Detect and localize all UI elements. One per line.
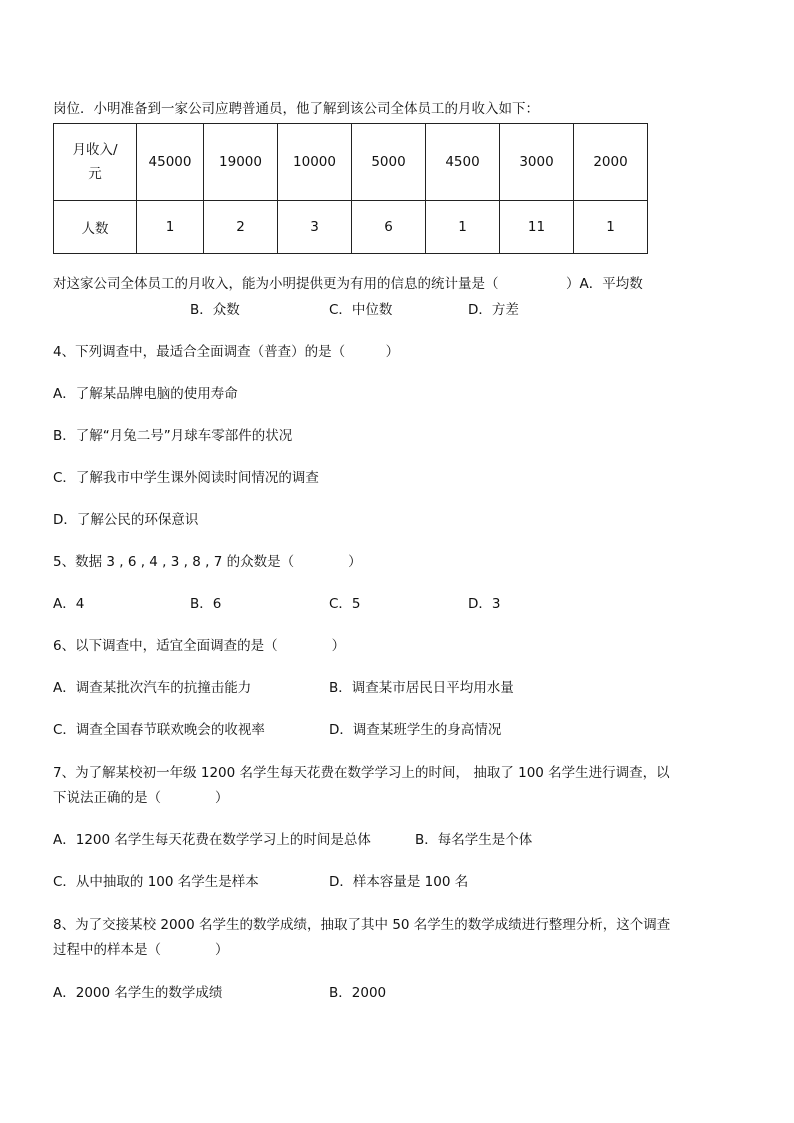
table-cell: 10000 bbox=[278, 124, 352, 201]
header-line: 月收入/ bbox=[72, 142, 118, 158]
table-cell: 5000 bbox=[352, 124, 426, 201]
q4-option-b: B．了解“月兔二号”月球车零部件的状况 bbox=[53, 428, 293, 444]
table-cell: 1 bbox=[426, 201, 500, 254]
q8-option-b: B．2000 bbox=[329, 985, 387, 1001]
q7-option-d: D．样本容量是 100 名 bbox=[329, 874, 469, 890]
table-cell: 2000 bbox=[574, 124, 648, 201]
table-cell: 11 bbox=[500, 201, 574, 254]
q7-option-c: C．从中抽取的 100 名学生是样本 bbox=[53, 874, 259, 890]
q5-option-d: D．3 bbox=[468, 596, 501, 612]
q3-option-c: C．中位数 bbox=[329, 302, 393, 318]
q8-text-line1: 8、为了交接某校 2000 名学生的数学成绩，抽取了其中 50 名学生的数学成绩进行整理分析，这个调查 bbox=[53, 917, 671, 933]
q6-option-c: C．调查全国春节联欢晚会的收视率 bbox=[53, 722, 265, 738]
q4-option-c: C．了解我市中学生课外阅读时间情况的调查 bbox=[53, 470, 319, 486]
q6-option-a: A．调查某批次汽车的抗撞击能力 bbox=[53, 680, 252, 696]
q7-option-b: B．每名学生是个体 bbox=[415, 832, 533, 848]
header-line: 元 bbox=[88, 166, 102, 182]
table-header-cell: 人数 bbox=[54, 201, 137, 254]
q5-option-b: B．6 bbox=[190, 596, 222, 612]
q6-option-d: D．调查某班学生的身高情况 bbox=[329, 722, 502, 738]
table-cell: 3000 bbox=[500, 124, 574, 201]
q4-text: 4、下列调查中，最适合全面调查（普查）的是（ ） bbox=[53, 344, 400, 360]
q5-option-a: A．4 bbox=[53, 596, 85, 612]
table-cell: 1 bbox=[574, 201, 648, 254]
q8-text-line2: 过程中的样本是（ ） bbox=[53, 942, 229, 958]
q6-option-b: B．调查某市居民日平均用水量 bbox=[329, 680, 514, 696]
table-cell: 45000 bbox=[137, 124, 204, 201]
q4-option-a: A．了解某品牌电脑的使用寿命 bbox=[53, 386, 238, 402]
q7-option-a: A．1200 名学生每天花费在数学学习上的时间是总体 bbox=[53, 832, 371, 848]
q7-text-line1: 7、为了解某校初一年级 1200 名学生每天花费在数学学习上的时间， 抽取了 100 名学生进行调查，以 bbox=[53, 765, 670, 781]
q4-option-d: D．了解公民的环保意识 bbox=[53, 512, 199, 528]
table-cell: 2 bbox=[204, 201, 278, 254]
table-cell: 6 bbox=[352, 201, 426, 254]
q3-option-d: D．方差 bbox=[468, 302, 519, 318]
table-header-cell bbox=[54, 124, 137, 201]
table-cell: 3 bbox=[278, 201, 352, 254]
table-row bbox=[54, 124, 648, 201]
q5-text: 5、数据 3 , 6 , 4 , 3 , 8 , 7 的众数是（ ） bbox=[53, 554, 362, 570]
q6-text: 6、以下调查中，适宜全面调查的是（ ） bbox=[53, 638, 346, 654]
q7-text-line2: 下说法正确的是（ ） bbox=[53, 790, 229, 806]
q5-option-c: C．5 bbox=[329, 596, 361, 612]
q3-text: 对这家公司全体员工的月收入，能为小明提供更为有用的信息的统计量是（ ）A．平均数 bbox=[53, 276, 643, 292]
table-row bbox=[54, 201, 648, 254]
intro-line: 岗位．小明准备到一家公司应聘普通员，他了解到该公司全体员工的月收入如下： bbox=[53, 101, 539, 117]
table-cell: 4500 bbox=[426, 124, 500, 201]
q8-option-a: A．2000 名学生的数学成绩 bbox=[53, 985, 223, 1001]
income-table bbox=[53, 123, 648, 254]
table-cell: 1 bbox=[137, 201, 204, 254]
q3-option-b: B．众数 bbox=[190, 302, 240, 318]
table-cell: 19000 bbox=[204, 124, 278, 201]
